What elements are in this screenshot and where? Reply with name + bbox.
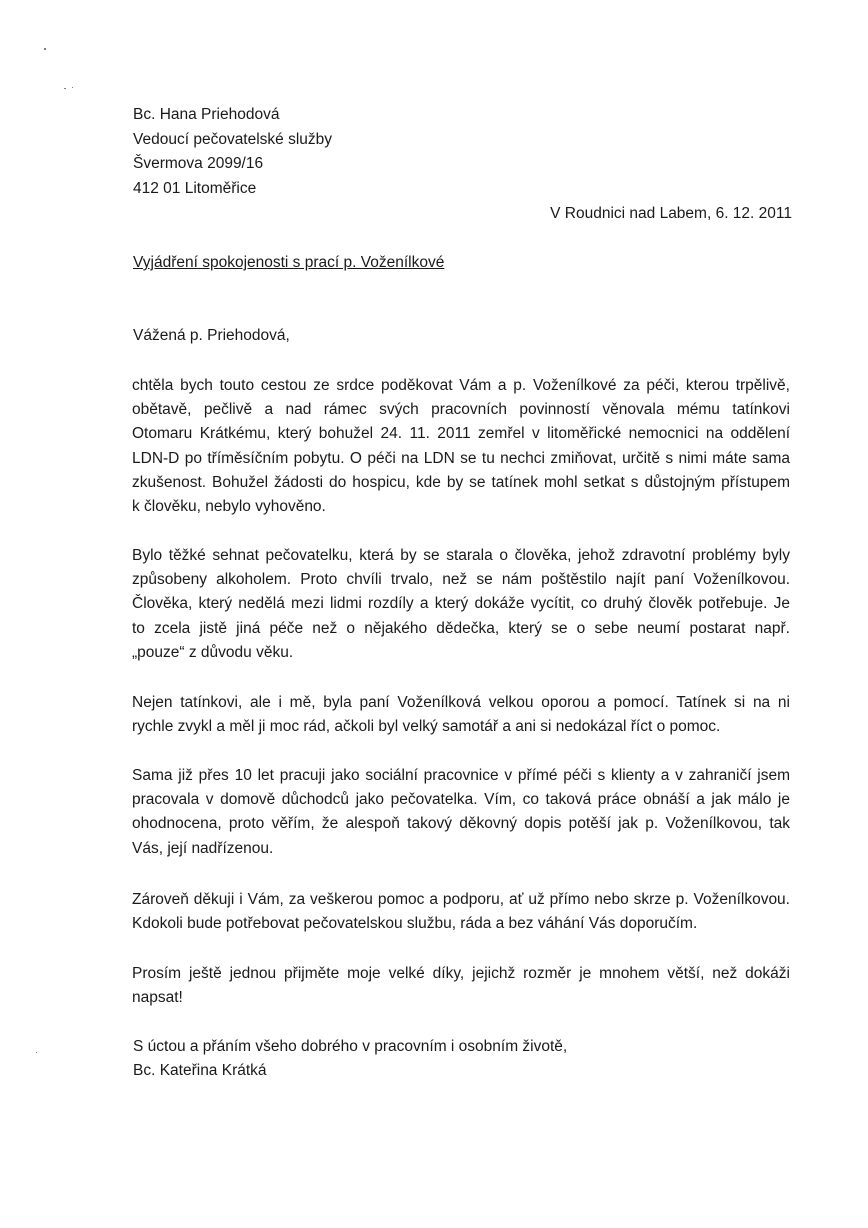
paragraph-line: „pouze“ z důvodu věku.: [132, 643, 294, 661]
paragraph-line: Člověka, který nedělá mezi lidmi rozdíly a který dokáže vycítit, co druhý člověk potřebuje. Je: [132, 595, 790, 613]
paragraph-line: Otomaru Krátkému, který bohužel 24. 11. 2011 zemřel v litoměřické nemocnici na oddělení: [132, 425, 790, 443]
paragraph-line: to zcela jistě jiná péče než o nějakého dědečka, který se o sebe neumí postarat např.: [132, 619, 790, 637]
scan-speck: [44, 48, 46, 50]
paragraph-line: pracovala v domově důchodců jako pečovatelka. Vím, co taková práce obnáší a jak málo je: [132, 791, 790, 809]
scan-speck: [72, 87, 73, 88]
paragraph-line: Sama již přes 10 let pracuji jako sociální pracovnice v přímé péči s klienty a v zahraničí jsem: [132, 767, 790, 784]
paragraph-line: rychle zvykl a měl ji moc rád, ačkoli byl velký samotář a ani si nedokázal říct o pomoc.: [132, 718, 721, 736]
salutation: Vážená p. Priehodová,: [133, 327, 290, 344]
recipient-name: Bc. Hana Priehodová: [133, 106, 280, 123]
scan-speck: [64, 88, 66, 89]
paragraph-experience: [132, 764, 790, 861]
paragraph-line: chtěla bych touto cestou ze srdce poděkovat Vám a p. Voženílkové za péči, kterou trpělivě,: [132, 377, 790, 394]
paragraph-caregiver: [132, 544, 790, 665]
place-date: V Roudnici nad Labem, 6. 12. 2011: [550, 205, 792, 222]
scan-speck: [36, 1052, 37, 1053]
paragraph-line: Nejen tatínkovi, ale i mě, byla paní Voženílková velkou oporou a pomocí. Tatínek si na ni: [132, 694, 790, 711]
paragraph-gratitude: [132, 374, 790, 519]
paragraph-thanks: [132, 888, 790, 936]
paragraph-support: [132, 691, 790, 739]
letter-subject: Vyjádření spokojenosti s prací p. Voženílkové: [133, 254, 445, 271]
paragraph-line: napsat!: [132, 989, 183, 1007]
recipient-street: Švermova 2099/16: [133, 155, 264, 172]
recipient-city: 412 01 Litoměřice: [133, 180, 257, 197]
paragraph-line: k člověku, nebylo vyhověno.: [132, 497, 326, 515]
paragraph-line: způsobeny alkoholem. Proto chvíli trvalo, než se nám poštěstilo najít paní Voženílkovou.: [132, 571, 790, 589]
paragraph-line: obětavě, pečlivě a nad rámec svých pracovních povinností věnovala mému tatínkovi: [132, 401, 790, 419]
paragraph-line: Zároveň děkuji i Vám, za veškerou pomoc a podporu, ať už přímo nebo skrze p. Voženílkovou.: [132, 891, 790, 908]
paragraph-line: zkušenost. Bohužel žádosti do hospicu, kde by se tatínek mohl setkat s důstojným přístupem: [132, 473, 790, 491]
paragraph-line: LDN-D po tříměsíčním pobytu. O péči na LDN se tu nechci zmiňovat, určitě s nimi máte sama: [132, 449, 790, 467]
signature-name: Bc. Kateřina Krátká: [133, 1062, 267, 1079]
closing-line: S úctou a přáním všeho dobrého v pracovním i osobním životě,: [133, 1038, 568, 1055]
paragraph-closing-thanks: [132, 962, 790, 1010]
paragraph-line: ohodnocena, proto věřím, že alespoň takový děkovný dopis potěší jak p. Voženílkovou, tak: [132, 815, 790, 833]
paragraph-line: Kdokoli bude potřebovat pečovatelskou službu, ráda a bez váhání Vás doporučím.: [132, 915, 698, 933]
paragraph-line: Vás, její nadřízenou.: [132, 839, 274, 857]
recipient-title: Vedoucí pečovatelské služby: [133, 131, 333, 148]
paragraph-line: Prosím ještě jednou přijměte moje velké díky, jejichž rozměr je mnohem větší, než dokáži: [132, 965, 790, 982]
paragraph-line: Bylo těžké sehnat pečovatelku, která by se starala o člověka, jehož zdravotní problémy byly: [132, 547, 790, 564]
